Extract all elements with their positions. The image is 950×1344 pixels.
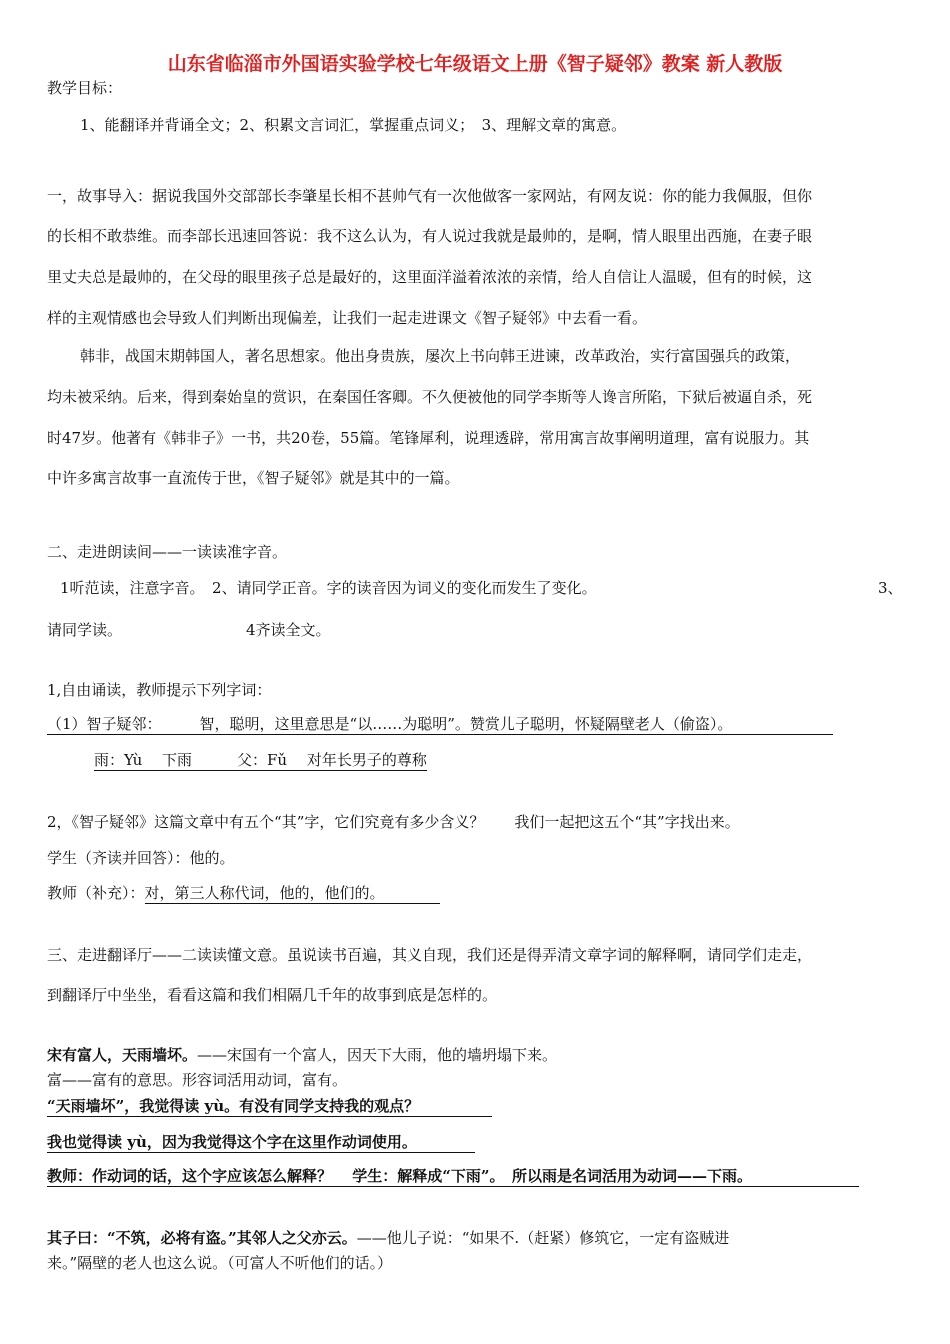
author-bio-line: 韩非，战国末期韩国人，著名思想家。他出身贵族，屡次上书向韩王进谏，改革政治，实行富国强兵的政策， [80, 347, 801, 365]
student-answer: 学生（齐读并回答）：他的。 [47, 849, 235, 867]
teacher-supplement-answer: 对，第三人称代词，他的，他们的。 [145, 883, 440, 904]
question-qi: 2，《智子疑邻》这篇文章中有五个“其”字，它们究竟有多少含义？ 我们一起把这五个“其”字找出来。 [47, 813, 740, 831]
section-three-line: 三、走进翻译厅——二读读懂文意。虽说读书百遍，其义自现，我们还是得弄清文章字词的解释啊，请同学们走走， [47, 946, 813, 964]
vocabulary-term: （1）智子疑邻： [47, 715, 162, 733]
word-explanation: 富——富有的意思。形容词活用动词，富有。 [47, 1071, 348, 1089]
intro-paragraph-line: 样的主观情感也会导致人们判断出现偏差，让我们一起走进课文《智子疑邻》中去看一看。 [47, 309, 648, 327]
reading-steps: 4齐读全文。 [246, 621, 331, 639]
reading-steps: 请同学读。 [47, 621, 123, 639]
objectives-label: 教学目标： [47, 79, 123, 97]
intro-paragraph-line: 里丈夫总是最帅的，在父母的眼里孩子总是最好的，这里面洋溢着浓浓的亲情，给人自信让人温暖，但有的时候，这 [47, 268, 813, 286]
free-reading-prompt: 1,自由诵读，教师提示下列字词： [47, 681, 272, 699]
translation-line: 来。”隔壁的老人也这么说。（可富人不听他们的话。） [47, 1254, 393, 1272]
translation-line [47, 1045, 557, 1065]
author-bio-line: 均未被采纳。后来，得到秦始皇的赏识，在秦国任客卿。不久便被他的同学李斯等人谗言所陷，下狱后被逼自杀，死 [47, 388, 813, 406]
vocabulary-note [47, 714, 833, 735]
pronunciation-note: 雨：Yù 下雨 父：Fǔ 对年长男子的尊称 [94, 751, 427, 769]
student-claim: “天雨墙坏”，我觉得读 yù。有没有同学支持我的观点？ [47, 1096, 492, 1117]
teacher-supplement: 教师（补充）：对，第三人称代词，他的，他们的。 [47, 883, 440, 904]
reading-steps: 1听范读，注意字音。 2、请同学正音。字的读音因为词义的变化而发生了变化。 [60, 579, 597, 597]
vocabulary-definition: 智，聪明，这里意思是“以……为聪明”。赞赏儿子聪明，怀疑隔壁老人（偷盗）。 [199, 715, 733, 733]
translation-line [47, 1228, 729, 1248]
translation-text: ——宋国有一个富人，因天下大雨，他的墙坍塌下来。 [197, 1046, 558, 1064]
section-three-line: 到翻译厅中坐坐，看看这篇和我们相隔几千年的故事到底是怎样的。 [47, 986, 498, 1004]
author-bio-line: 中许多寓言故事一直流传于世，《智子疑邻》就是其中的一篇。 [47, 469, 460, 487]
translation-text: ——他儿子说：“如果不.（赶紧）修筑它，一定有盗贼进 [356, 1229, 730, 1247]
student-agreement: 我也觉得读 yù，因为我觉得这个字在这里作动词使用。 [47, 1132, 475, 1153]
intro-paragraph-line: 一，故事导入：据说我国外交部部长李肇星长相不甚帅气有一次他做客一家网站，有网友说：你的能力我佩服，但你 [47, 187, 813, 205]
author-bio-line: 时47岁。他著有《韩非子》一书，共20卷，55篇。笔锋犀利，说理透辟，常用寓言故事阐明道理，富有说服力。其 [47, 429, 810, 447]
section-two-heading: 二、走进朗读间——一读读准字音。 [47, 543, 288, 561]
objectives-text: 1、能翻译并背诵全文；2、积累文言词汇，掌握重点词义； 3、理解文章的寓意。 [80, 116, 627, 134]
intro-paragraph-line: 的长相不敢恭维。而李部长迅速回答说：我不这么认为，有人说过我就是最帅的，是啊，情人眼里出西施，在妻子眼 [47, 227, 813, 245]
reading-steps-continued: 3、 [878, 579, 903, 597]
teacher-student-dialogue: 教师：作动词的话，这个字应该怎么解释？ 学生：解释成“下雨”。 所以雨是名词活用为动词——下雨。 [47, 1166, 859, 1187]
classical-text: 其子曰：“不筑，必将有盗。”其邻人之父亦云。 [47, 1229, 357, 1247]
classical-text: 宋有富人，天雨墙坏。 [47, 1046, 198, 1064]
document-title: 山东省临淄市外国语实验学校七年级语文上册《智子疑邻》教案 新人教版 [167, 53, 783, 75]
